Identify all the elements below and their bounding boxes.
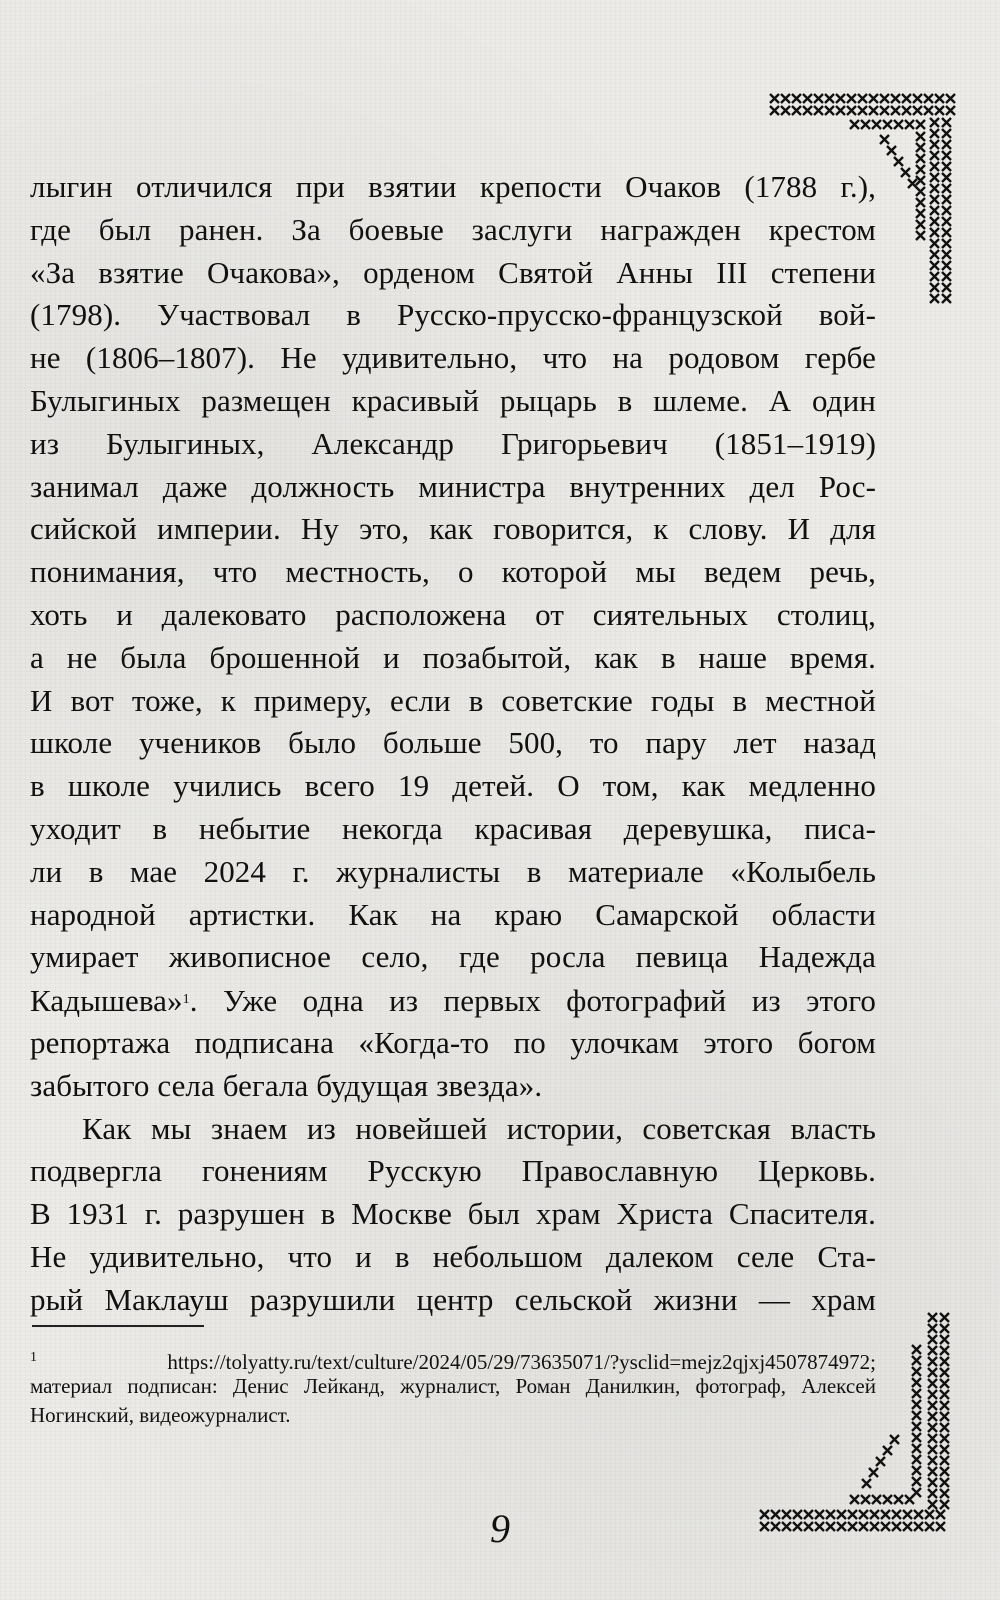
text-line: народной артистки. Как на краю Самарской области [30,896,876,932]
text-line: Булыгиных размещен красивый рыцарь в шлеме. А один [30,382,876,418]
text-line: умирает живописное село, где росла певица Надежда [30,939,876,975]
text-line: школе учеников было больше 500, то пару лет назад [30,725,876,761]
footnote-separator [32,1325,204,1327]
page-number: 9 [490,1506,510,1551]
text-line: «За взятие Очакова», орденом Святой Анны III степени [30,254,876,290]
text-line: рый Маклауш разрушили центр сельской жизни — храм [30,1281,876,1317]
text-line: И вот тоже, к примеру, если в советские годы в местной [30,682,876,718]
text-line: хоть и далековато расположена от сиятельных столиц, [30,596,876,632]
text-line: (1798). Участвовал в Русско-прусско-французской вой- [30,297,876,333]
footnote-url[interactable]: https://tolyatty.ru/text/culture/2024/05/29/73635071/?ysclid=mejz2qjxj4507874972; [167,1350,876,1374]
footnote-line: Ногинский, видеожурналист. [30,1403,291,1427]
text-line: ли в мае 2024 г. журналисты в материале «Колыбель [30,853,876,889]
text-line: лыгин отличился при взятии крепости Очаков (1788 г.), [30,169,876,204]
text-line: сийской империи. Ну это, как говорится, к слову. И для [30,511,876,547]
text-line: где был ранен. За боевые заслуги награжден крестом [30,211,876,247]
text-line: репортажа подписана «Когда-то по улочкам этого богом [30,1024,876,1060]
text-line: а не была брошенной и позабытой, как в наше время. [30,639,876,675]
text-line: не (1806–1807). Не удивительно, что на родовом гербе [30,340,876,376]
text-line: Не удивительно, что и в небольшом далеком селе Ста- [30,1238,876,1274]
text-line-with-footnote-ref: Кадышева»$^1$. Уже одна из первых фотографий из этого [30,983,876,1019]
footnote-mark: 1 [30,1350,37,1365]
text-line: занимал даже должность министра внутренних дел Рос- [30,468,876,504]
text-line: Как мы знаем из новейшей истории, советская власть [82,1110,876,1146]
text-line: в школе учились всего 19 детей. О том, как медленно [30,768,876,804]
text-line: из Булыгиных, Александр Григорьевич (1851–1919) [30,425,876,461]
main-text [30,166,876,1322]
text-line: забытого села бегала будущая звезда». [30,1067,543,1103]
text-line: понимания, что местность, о которой мы ведем речь, [30,554,876,590]
text-line: подвергла гонениям Русскую Православную Церковь. [30,1153,876,1189]
footnote-reference[interactable]: 1 [182,992,190,1008]
text-line: В 1931 г. разрушен в Москве был храм Христа Спасителя. [30,1196,876,1232]
footnote-line: материал подписан: Денис Лейканд, журналист, Роман Данилкин, фотограф, Алексей [30,1374,876,1398]
text-line: уходит в небытие некогда красивая деревушка, писа- [30,810,876,846]
